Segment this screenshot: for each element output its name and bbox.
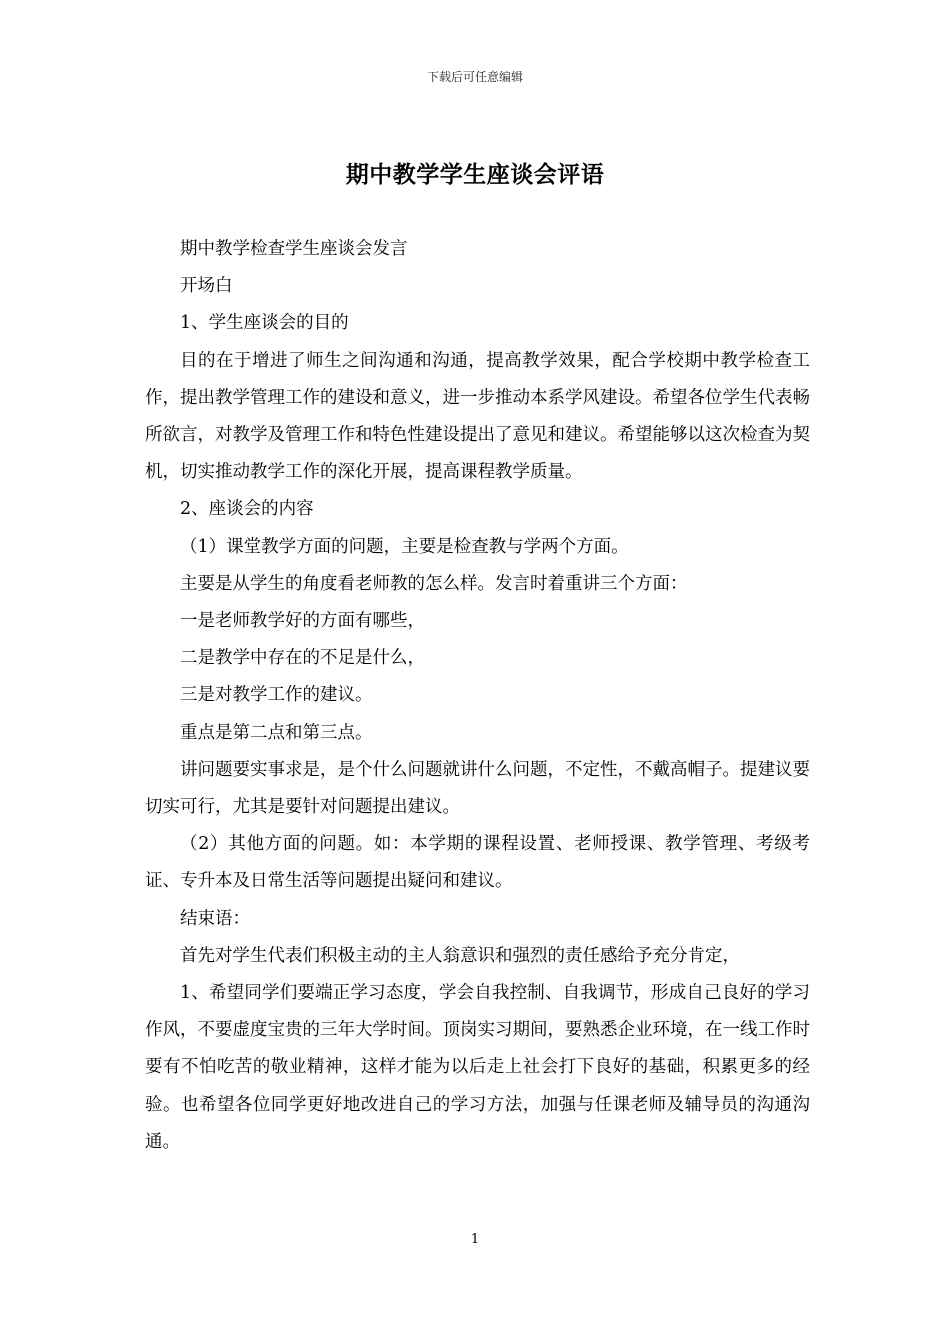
- paragraph-aspect-three: 三是对教学工作的建议。: [180, 685, 373, 706]
- paragraph-three-aspects: 主要是从学生的角度看老师教的怎么样。发言时着重讲三个方面：: [180, 573, 688, 594]
- paragraph-aspect-two: 二是教学中存在的不足是什么，: [180, 648, 425, 669]
- paragraph-opening-label: 开场白: [180, 276, 233, 297]
- paragraph-affirmation: 首先对学生代表们积极主动的主人翁意识和强烈的责任感给予充分肯定，: [180, 945, 740, 966]
- paragraph-content-heading: 2、座谈会的内容: [180, 499, 314, 520]
- document-title: 期中教学学生座谈会评语: [345, 161, 605, 188]
- paragraph-hopes: 1、希望同学们要端正学习态度，学会自我控制、自我调节，形成自己良好的学习作风，不要虚度宝贵的三年大学时间。顶岗实习期间，要熟悉企业环境，在一线工作时要有不怕吃苦的敬业精神，这样才能为以后走上社会打下良好的基础，积累更多的经验。也希望各位同学更好地改进自己的学习方法，加强与任课老师及辅导员的沟通沟通。: [145, 983, 810, 1152]
- document-body: [145, 231, 810, 1161]
- page-number: 1: [470, 1232, 480, 1247]
- paragraph-purpose-heading: 1、学生座谈会的目的: [180, 313, 349, 334]
- header-note: 下载后可任意编辑: [426, 70, 523, 84]
- paragraph-focus-points: 重点是第二点和第三点。: [180, 722, 373, 743]
- paragraph-other-issues: （2）其他方面的问题。如：本学期的课程设置、老师授课、教学管理、考级考证、专升本及日常生活等问题提出疑问和建议。: [145, 834, 810, 892]
- paragraph-aspect-one: 一是老师教学好的方面有哪些，: [180, 611, 425, 632]
- paragraph-closing-label: 结束语：: [180, 908, 250, 929]
- paragraph-speak-truthfully: 讲问题要实事求是，是个什么问题就讲什么问题，不定性，不戴高帽子。提建议要切实可行，尤其是要针对问题提出建议。: [145, 759, 810, 818]
- paragraph-purpose-text: 目的在于增进了师生之间沟通和沟通，提高教学效果，配合学校期中教学检查工作，提出教学管理工作的建设和意义，进一步推动本系学风建设。希望各位学生代表畅所欲言，对教学及管理工作和特色性建设提出了意见和建议。希望能够以这次检查为契机，切实推动教学工作的深化开展，提高课程教学质量。: [145, 350, 810, 483]
- paragraph-classroom-issues: （1）课堂教学方面的问题，主要是检查教与学两个方面。: [180, 536, 629, 557]
- paragraph-speech-heading: 期中教学检查学生座谈会发言: [180, 239, 408, 259]
